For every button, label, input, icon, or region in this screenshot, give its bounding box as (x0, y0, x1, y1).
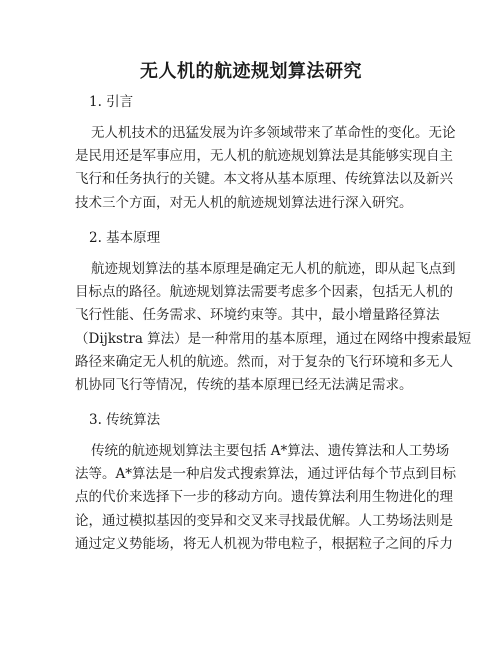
section-heading-traditional-algorithms: 3. 传统算法 (89, 412, 161, 428)
paragraph-line: 无人机技术的迅猛发展为许多领域带来了革命性的变化。无论 (91, 125, 456, 141)
paragraph-line: 通过定义势能场，将无人机视为带电粒子，根据粒子之间的斥力 (75, 535, 453, 552)
paragraph-line: 传统的航迹规划算法主要包括 A*算法、遗传算法和人工势场 (91, 443, 450, 459)
paragraph-line: 机协同飞行等情况，传统的基本原理已经无法满足需求。 (75, 376, 413, 393)
section-paragraph-introduction (75, 122, 456, 215)
section-heading-basic-principles: 2. 基本原理 (89, 230, 161, 246)
paragraph-line: （Dijkstra 算法）是一种常用的基本原理，通过在网络中搜索最短 (75, 330, 472, 347)
section-paragraph-traditional-algorithms (75, 440, 456, 556)
paragraph-line: 法等。A*算法是一种启发式搜索算法，通过评估每个节点到目标 (75, 466, 456, 483)
paragraph-line: 飞行和任务执行的关键。本文将从基本原理、传统算法以及新兴 (75, 171, 453, 188)
paragraph-line: 是民用还是军事应用，无人机的航迹规划算法是其能够实现自主 (75, 148, 453, 165)
paragraph-line: 技术三个方面，对无人机的航迹规划算法进行深入研究。 (75, 194, 413, 211)
paragraph-line: 点的代价来选择下一步的移动方向。遗传算法利用生物进化的理 (75, 489, 453, 506)
paragraph-line: 航迹规划算法的基本原理是确定无人机的航迹，即从起飞点到 (91, 261, 456, 277)
paragraph-line: 路径来确定无人机的航迹。然而，对于复杂的飞行环境和多无人 (75, 353, 453, 370)
section-heading-introduction: 1. 引言 (89, 94, 134, 110)
paragraph-line: 飞行性能、任务需求、环境约束等。其中，最小增量路径算法 (75, 307, 440, 324)
document-title: 无人机的航迹规划算法研究 (140, 61, 362, 82)
paragraph-line: 论，通过模拟基因的变异和交叉来寻找最优解。人工势场法则是 (75, 512, 453, 529)
section-paragraph-basic-principles (75, 258, 472, 397)
paragraph-line: 目标点的路径。航迹规划算法需要考虑多个因素，包括无人机的 (75, 284, 453, 301)
